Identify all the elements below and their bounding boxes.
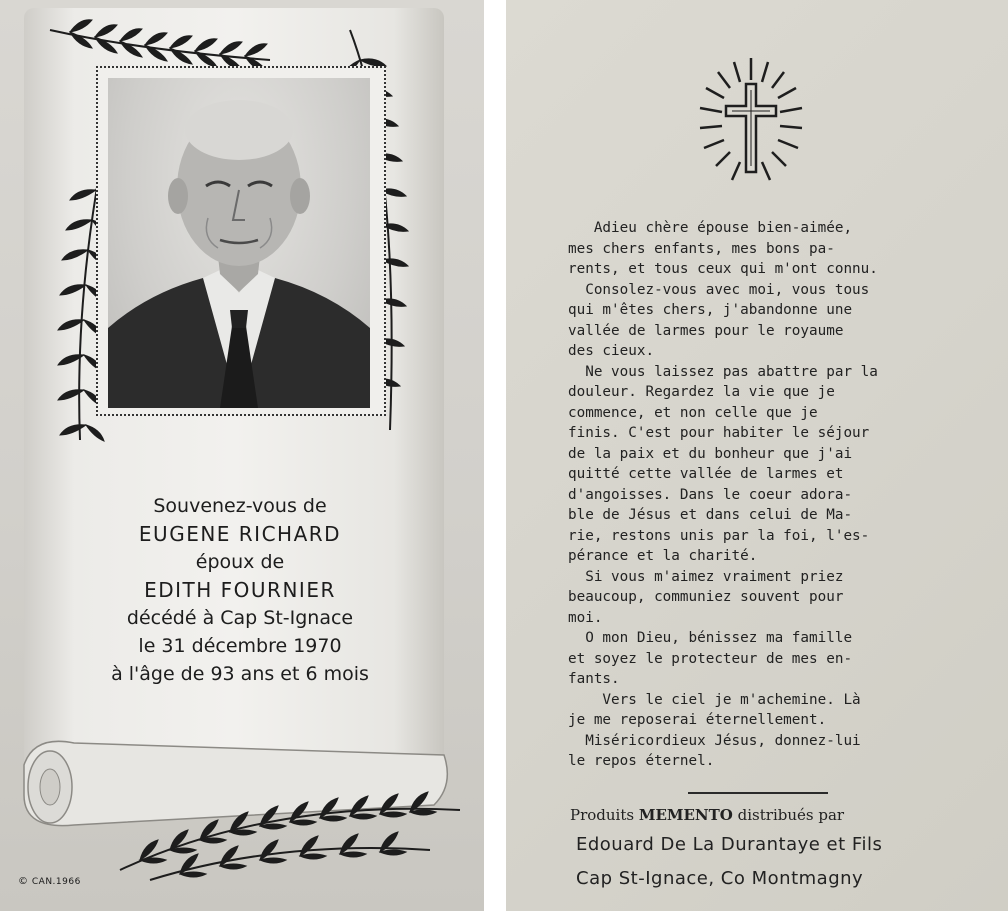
spouse-name: EDITH FOURNIER <box>144 578 336 602</box>
deceased-name: EUGENE RICHARD <box>138 522 342 546</box>
separator-line <box>688 792 828 794</box>
prayer-line: le repos éternel. <box>568 753 715 769</box>
memorial-card-back <box>506 0 1008 911</box>
prayer-line: moi. <box>568 609 603 626</box>
prayer-line: pérance et la charité. <box>568 548 758 564</box>
distributor-name: Edouard De La Durantaye et Fils <box>576 834 883 855</box>
copyright-notice <box>18 876 81 887</box>
prayer-line: Ne vous laissez pas abattre par la <box>568 363 878 380</box>
age-at-death: à l'âge de 93 ans et 6 mois <box>111 663 369 685</box>
producer-line <box>570 806 950 824</box>
prayer-line: d'angoisses. Dans le coeur adora- <box>568 486 853 503</box>
prayer-line: Adieu chère épouse bien-aimée, <box>568 220 853 236</box>
prayer-line: rie, restons unis par la foi, l'es- <box>568 527 870 544</box>
prayer-line: et soyez le protecteur de mes en- <box>568 650 853 667</box>
prayer-line: quitté cette vallée de larmes et <box>568 466 844 482</box>
prayer-line: rents, et tous ceux qui m'ont connu. <box>568 261 878 277</box>
prayer-line: ble de Jésus et dans celui de Ma- <box>568 507 853 523</box>
prayer-line: Consolez-vous avec moi, vous tous <box>568 281 870 298</box>
copyright-text: CAN.1966 <box>31 877 81 887</box>
prayer-line: commence, et non celle que je <box>568 404 818 421</box>
radiant-cross-icon <box>696 54 806 194</box>
prayer-line: Vers le ciel je m'achemine. Là <box>568 691 861 708</box>
copyright-symbol: © <box>18 876 29 887</box>
palm-leaves-bottom-icon <box>110 780 470 890</box>
remember-line: Souvenez-vous de <box>153 495 327 517</box>
prayer-line: douleur. Regardez la vie que je <box>568 384 835 400</box>
portrait-photo <box>108 78 370 408</box>
memorial-inscription <box>40 492 440 688</box>
prayer-line: finis. C'est pour habiter le séjour <box>568 425 870 441</box>
prayer-line: O mon Dieu, bénissez ma famille <box>568 630 853 646</box>
prayer-line: des cieux. <box>568 343 655 359</box>
prayer-line: fants. <box>568 671 620 687</box>
prayer-line: qui m'êtes chers, j'abandonne une <box>568 302 853 318</box>
spouse-of-line: époux de <box>195 551 285 573</box>
prayer-line: mes chers enfants, mes bons pa- <box>568 240 835 257</box>
prayer-text <box>568 218 934 772</box>
prayer-line: Miséricordieux Jésus, donnez-lui <box>568 732 861 749</box>
producer-prefix: Produits <box>570 806 639 824</box>
death-date: le 31 décembre 1970 <box>138 635 342 657</box>
producer-brand: MEMENTO <box>638 806 733 824</box>
prayer-line: je me reposerai éternellement. <box>568 712 827 728</box>
prayer-line: de la paix et du bonheur que j'ai <box>568 445 853 462</box>
death-place: décédé à Cap St-Ignace <box>126 607 354 629</box>
prayer-line: beaucoup, communiez souvent pour <box>568 589 844 605</box>
producer-suffix: distribués par <box>732 806 845 824</box>
distributor-location: Cap St-Ignace, Co Montmagny <box>576 868 864 889</box>
prayer-line: vallée de larmes pour le royaume <box>568 322 844 339</box>
memorial-card-front <box>0 0 484 911</box>
prayer-line: Si vous m'aimez vraiment priez <box>568 568 844 585</box>
